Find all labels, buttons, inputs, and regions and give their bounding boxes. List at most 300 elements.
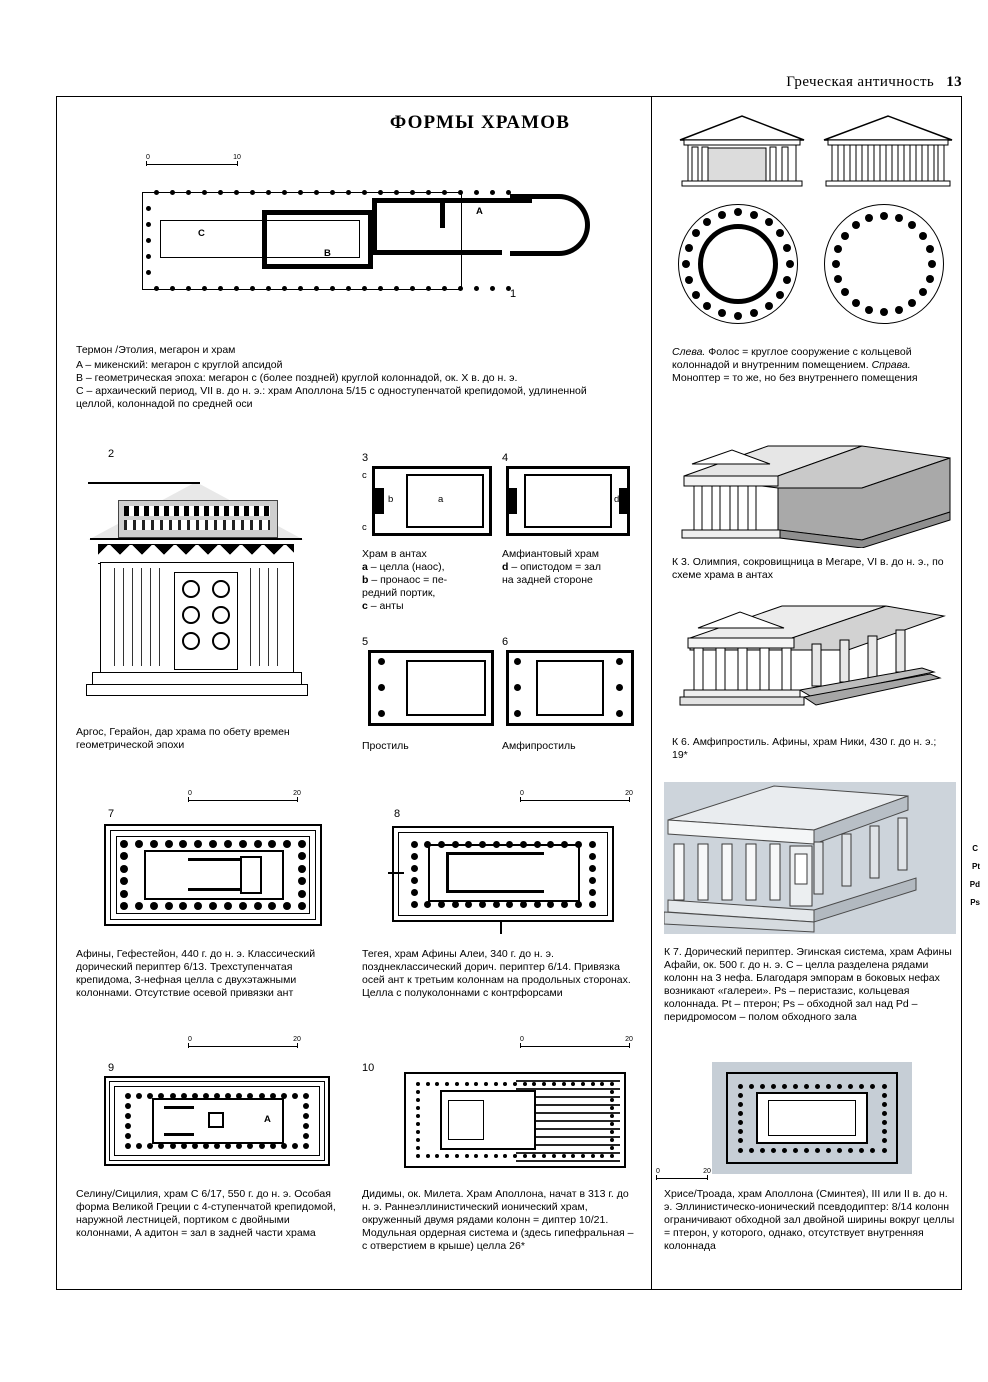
column-dot [474, 286, 479, 291]
column-dot [520, 901, 527, 908]
column-dot [782, 1084, 787, 1089]
column-dot [416, 1082, 420, 1086]
caption-figure-4: Амфиантовый храм d – опистодом = зал на задней стороне [502, 548, 601, 586]
column-dot [882, 1084, 887, 1089]
k7-label-c: C [972, 844, 978, 853]
column-dot [170, 1143, 176, 1149]
figure-8-plan-tegea [388, 820, 622, 928]
column-dot [880, 308, 888, 316]
column-dot [589, 853, 596, 860]
column-dot [493, 841, 500, 848]
column-dot [282, 286, 287, 291]
column-dot [281, 1093, 287, 1099]
column-dot [575, 901, 582, 908]
column-dot [610, 1082, 614, 1086]
column-dot [749, 1084, 754, 1089]
k7-label-pt: Pt [972, 862, 980, 871]
column-dot [738, 1111, 743, 1116]
column-dot [832, 260, 840, 268]
column-dot [458, 286, 463, 291]
column-dot [765, 218, 773, 226]
column-dot [254, 902, 262, 910]
column-dot [562, 1082, 566, 1086]
column-dot [610, 1098, 614, 1102]
column-dot [416, 1098, 420, 1102]
column-dot [186, 286, 191, 291]
column-dot [610, 1130, 614, 1134]
column-dot [534, 841, 541, 848]
column-dot [610, 1114, 614, 1118]
column-dot [882, 1102, 887, 1107]
column-dot [494, 1082, 498, 1086]
column-dot [192, 1093, 198, 1099]
figure-6-plan-amphiprostyle [502, 650, 636, 728]
column-dot [591, 1082, 595, 1086]
column-dot [610, 1138, 614, 1142]
column-dot [859, 1084, 864, 1089]
column-dot [314, 190, 319, 195]
column-dot [589, 889, 596, 896]
column-dot [506, 901, 513, 908]
caption-k3: К 3. Олимпия, сокровищница в Мегаре, VI в. до н. э., по схеме храма в антах [672, 556, 944, 581]
column-dot [926, 275, 934, 283]
column-dot [547, 901, 554, 908]
column-dot [125, 1103, 131, 1109]
column-dot [561, 841, 568, 848]
caption-tholos-monopteros: Слева. Фолос = круглое сооружение с кольцевой колоннадой и внутренним помещением. Справа. Моноптер = то же, но без внутреннего помещения [672, 346, 918, 384]
figure-1-label-c: C [198, 228, 205, 239]
column-dot [908, 299, 916, 307]
column-dot [493, 901, 500, 908]
column-dot [411, 865, 418, 872]
column-dot [120, 902, 128, 910]
column-dot [610, 1106, 614, 1110]
column-dot [589, 901, 596, 908]
column-dot [513, 1082, 517, 1086]
column-dot [165, 840, 173, 848]
column-dot [303, 1093, 309, 1099]
caption-figure-7: Афины, Гефестейон, 440 г. до н. э. Классический дорический периптер 6/13. Трехступенчатая крепидома, 3-нефная целла с двухэтажными колоннами. Отсутствие осевой привязки ант [76, 948, 316, 999]
column-dot [859, 1148, 864, 1153]
column-dot [734, 312, 742, 320]
column-dot [266, 286, 271, 291]
column-dot [298, 865, 306, 873]
column-dot [837, 1148, 842, 1153]
column-dot [426, 190, 431, 195]
column-dot [234, 286, 239, 291]
column-dot [479, 901, 486, 908]
column-dot [416, 1130, 420, 1134]
column-dot [692, 291, 700, 299]
figure-5-plan-prostyle [362, 650, 496, 728]
column-dot [330, 286, 335, 291]
column-dot [682, 260, 690, 268]
column-dot [239, 840, 247, 848]
column-dot [738, 1093, 743, 1098]
caption-k6: К 6. Амфипростиль. Афины, храм Ники, 430 г. до н. э.; 19* [672, 736, 937, 761]
column-dot [760, 1084, 765, 1089]
caption-figure-6: Амфипростиль [502, 740, 576, 752]
column-dot [589, 877, 596, 884]
column-dot [552, 1082, 556, 1086]
column-dot [575, 841, 582, 848]
column-dot [378, 190, 383, 195]
column-dot [270, 1093, 276, 1099]
column-dot [154, 190, 159, 195]
page-number: 13 [946, 74, 962, 90]
column-dot [589, 865, 596, 872]
caption-figure-1: Термон /Этолия, мегарон и храм A – микенский: мегарон с круглой апсидой B – геометрическая эпоха: мегарон с (более поздней) круглой колоннадой, ок. X в. до н. э. C – архаический период, VII в. до н. э.: храм Аполлона 5/15 с одноступенчатой крепидомой, удлиненной целлой, колоннадой по средней оси [76, 344, 587, 410]
column-dot [202, 190, 207, 195]
column-dot [561, 901, 568, 908]
column-dot [239, 902, 247, 910]
column-dot [266, 190, 271, 195]
column-dot [303, 1113, 309, 1119]
column-dot [826, 1084, 831, 1089]
illustration-tholos-plan [676, 202, 808, 326]
column-dot [416, 1114, 420, 1118]
column-dot [234, 190, 239, 195]
column-dot [771, 1084, 776, 1089]
column-dot [203, 1143, 209, 1149]
caption-chryse: Хрисе/Троада, храм Аполлона (Сминтея), III или II в. до н. э. Эллинистическо-ионический псевдодиптер: 8/14 колонн ограничивают обходной зал двойной ширины вокруг целлы = птерон, у которого, однако, отсутствует внутренняя колоннада [664, 1188, 955, 1252]
column-dot [303, 1143, 309, 1149]
column-dot [186, 190, 191, 195]
column-dot [782, 1148, 787, 1153]
column-dot [146, 270, 151, 275]
column-dot [203, 1093, 209, 1099]
column-dot [170, 286, 175, 291]
column-dot [146, 238, 151, 243]
column-dot [181, 1093, 187, 1099]
column-dot [170, 1093, 176, 1099]
column-dot [438, 841, 445, 848]
column-dot [490, 190, 495, 195]
column-dot [738, 1129, 743, 1134]
column-dot [411, 901, 418, 908]
column-dot [455, 1082, 459, 1086]
column-dot [346, 286, 351, 291]
column-dot [474, 190, 479, 195]
column-dot [442, 286, 447, 291]
column-dot [804, 1084, 809, 1089]
column-dot [738, 1138, 743, 1143]
column-dot [749, 1148, 754, 1153]
illustration-k3-treasury-megara [672, 436, 956, 548]
column-dot [303, 1103, 309, 1109]
column-dot [426, 1082, 430, 1086]
illustration-k6-nike-temple [672, 598, 956, 714]
column-dot [465, 1082, 469, 1086]
column-dot [426, 1154, 430, 1158]
scale-bar-last: 0 20 [656, 1172, 708, 1182]
column-dot [298, 190, 303, 195]
column-dot [610, 1122, 614, 1126]
column-dot [506, 841, 513, 848]
column-dot [919, 288, 927, 296]
column-dot [610, 1154, 614, 1158]
column-dot [154, 286, 159, 291]
column-dot [455, 1154, 459, 1158]
column-dot [281, 1143, 287, 1149]
column-dot [882, 1138, 887, 1143]
column-dot [135, 840, 143, 848]
column-dot [214, 1143, 220, 1149]
column-dot [424, 841, 431, 848]
column-dot [513, 1154, 517, 1158]
running-header [56, 74, 962, 91]
column-dot [146, 206, 151, 211]
running-title: Греческая античность [786, 74, 935, 90]
column-dot [426, 286, 431, 291]
column-dot [442, 190, 447, 195]
column-dot [411, 841, 418, 848]
column-dot [292, 1093, 298, 1099]
column-dot [250, 190, 255, 195]
column-dot [523, 1154, 527, 1158]
caption-figure-5: Простиль [362, 740, 409, 752]
figure-4-number: 4 [502, 452, 509, 464]
column-dot [298, 890, 306, 898]
caption-figure-9: Селину/Сицилия, храм C 6/17, 550 г. до н. э. Особая форма Великой Греции с 4-ступенчатой крепидомой, наружной лестницей, портиком с двойными колоннами, A адитон = зал в задней части храма [76, 1188, 336, 1239]
column-dot [610, 1146, 614, 1150]
column-dot [170, 190, 175, 195]
caption-figure-8: Тегея, храм Афины Алеи, 340 г. до н. э. позднеклассический дорич. периптер 6/14. Привязка осей ант к третьим колоннам на продольных сторонах. Целла с полуколоннами с контрфорсами [362, 948, 631, 999]
column-dot [150, 840, 158, 848]
figure-1-plan-thermon [140, 176, 610, 306]
column-dot [125, 1093, 131, 1099]
column-dot [765, 302, 773, 310]
column-dot [865, 306, 873, 314]
column-dot [852, 299, 860, 307]
column-dot [919, 232, 927, 240]
column-dot [581, 1154, 585, 1158]
figure-2-argos-heraion-model [78, 460, 338, 720]
column-dot [259, 1093, 265, 1099]
column-dot [882, 1093, 887, 1098]
column-dot [895, 306, 903, 314]
illustration-monopteros-plan [822, 202, 954, 326]
figure-3-plan-temple-in-antis: c c b a [362, 466, 492, 538]
column-dot [224, 840, 232, 848]
column-dot [292, 1143, 298, 1149]
column-dot [120, 865, 128, 873]
column-dot [520, 841, 527, 848]
column-dot [270, 1143, 276, 1149]
column-dot [150, 902, 158, 910]
column-dot [125, 1143, 131, 1149]
column-dot [411, 889, 418, 896]
column-dot [362, 190, 367, 195]
column-dot [848, 1084, 853, 1089]
illustration-chryse-plan [712, 1062, 912, 1174]
column-dot [410, 286, 415, 291]
column-dot [841, 232, 849, 240]
figure-6-number: 6 [502, 636, 509, 648]
k7-label-ps: Ps [970, 898, 980, 907]
column-dot [218, 286, 223, 291]
column-dot [218, 190, 223, 195]
column-dot [738, 1102, 743, 1107]
column-dot [394, 286, 399, 291]
column-dot [738, 1084, 743, 1089]
column-dot [416, 1146, 420, 1150]
column-dot [298, 902, 306, 910]
figure-1-label-a: A [476, 206, 483, 217]
caption-k7: К 7. Дорический периптер. Эгинская система, храм Афины Афайи, ок. 500 г. до н. э. C – целла разделена рядами колонн на 3 нефа. Благодаря эмпорам в боковых нефах возникают «галереи». Ps – перистазис, кольцевая колоннада. Pt – птерон; Ps – обходной зал над Pd – перидромосом – полом обходного зала [664, 946, 952, 1023]
caption-figure-3: Храм в антах a – целла (наос), b – пронаос = пе- редний портик, c – анты [362, 548, 448, 612]
column-divider [651, 96, 652, 1290]
illustration-tholos-elevation [676, 112, 808, 188]
illustration-k7-aphaia-cutaway [664, 782, 980, 934]
column-dot [254, 840, 262, 848]
column-dot [314, 286, 319, 291]
figure-3-number: 3 [362, 452, 369, 464]
column-dot [135, 902, 143, 910]
column-dot [490, 286, 495, 291]
column-dot [458, 190, 463, 195]
column-dot [738, 1120, 743, 1125]
column-dot [926, 245, 934, 253]
column-dot [786, 260, 794, 268]
figure-9-number: 9 [108, 1062, 115, 1074]
column-dot [452, 841, 459, 848]
column-dot [465, 841, 472, 848]
column-dot [793, 1084, 798, 1089]
figure-7-number: 7 [108, 808, 115, 820]
column-dot [394, 190, 399, 195]
column-dot [120, 890, 128, 898]
column-dot [416, 1122, 420, 1126]
column-dot [125, 1113, 131, 1119]
column-dot [346, 190, 351, 195]
column-dot [465, 901, 472, 908]
figure-1-number: 1 [510, 288, 517, 300]
column-dot [837, 1084, 842, 1089]
column-dot [589, 841, 596, 848]
column-dot [416, 1154, 420, 1158]
column-dot [438, 901, 445, 908]
column-dot [760, 1148, 765, 1153]
column-dot [125, 1123, 131, 1129]
column-dot [547, 841, 554, 848]
column-dot [298, 840, 306, 848]
column-dot [852, 221, 860, 229]
column-dot [250, 286, 255, 291]
column-dot [465, 1154, 469, 1158]
column-dot [882, 1129, 887, 1134]
column-dot [882, 1111, 887, 1116]
column-dot [416, 1106, 420, 1110]
column-dot [750, 211, 758, 219]
column-dot [523, 1082, 527, 1086]
column-dot [880, 212, 888, 220]
column-dot [506, 190, 511, 195]
column-dot [718, 211, 726, 219]
column-dot [214, 1093, 220, 1099]
scale-bar-1: 0 10 [146, 158, 238, 168]
column-dot [734, 208, 742, 216]
column-dot [591, 1154, 595, 1158]
figure-4-plan-amphiantis: d [502, 466, 632, 538]
column-dot [562, 1154, 566, 1158]
column-dot [146, 222, 151, 227]
column-dot [298, 286, 303, 291]
column-dot [882, 1120, 887, 1125]
column-dot [424, 901, 431, 908]
column-dot [209, 840, 217, 848]
column-dot [209, 902, 217, 910]
column-dot [146, 254, 151, 259]
page-title: ФОРМЫ ХРАМОВ [389, 112, 571, 133]
column-dot [165, 902, 173, 910]
column-dot [484, 1154, 488, 1158]
column-dot [282, 190, 287, 195]
figure-7-plan-hephaisteion [104, 824, 326, 928]
column-dot [882, 1148, 887, 1153]
column-dot [771, 1148, 776, 1153]
caption-figure-10: Дидимы, ок. Милета. Храм Аполлона, начат в 313 г. до н. э. Раннеэллинистический ионический храм, окруженный двумя рядами колонн = диптер 10/21. Модульная ордерная система и (здесь гипефральная – с отверстием в крыше) целла 26* [362, 1188, 634, 1252]
column-dot [848, 1148, 853, 1153]
column-dot [685, 244, 693, 252]
column-dot [378, 286, 383, 291]
column-dot [534, 901, 541, 908]
column-dot [552, 1154, 556, 1158]
figure-10-plan-didyma [404, 1072, 630, 1170]
figure-8-number: 8 [394, 808, 401, 820]
figure-10-number: 10 [362, 1062, 375, 1074]
column-dot [804, 1148, 809, 1153]
column-dot [685, 276, 693, 284]
column-dot [411, 853, 418, 860]
column-dot [416, 1090, 420, 1094]
scale-bar-10: 0 20 [520, 1040, 630, 1050]
column-dot [202, 286, 207, 291]
column-dot [494, 1154, 498, 1158]
column-dot [181, 1143, 187, 1149]
column-dot [410, 190, 415, 195]
column-dot [120, 840, 128, 848]
figure-1-label-b: B [324, 248, 331, 259]
column-dot [125, 1133, 131, 1139]
figure-2-number: 2 [108, 448, 115, 460]
column-dot [362, 286, 367, 291]
column-dot [826, 1148, 831, 1153]
caption-figure-2: Аргос, Герайон, дар храма по обету времен геометрической эпохи [76, 726, 290, 751]
column-dot [793, 1148, 798, 1153]
column-dot [224, 902, 232, 910]
column-dot [928, 260, 936, 268]
illustration-monopteros-elevation [822, 112, 954, 188]
column-dot [815, 1148, 820, 1153]
column-dot [259, 1143, 265, 1149]
scale-bar-9: 0 20 [188, 1040, 298, 1050]
scale-bar-8: 0 20 [520, 794, 630, 804]
column-dot [610, 1090, 614, 1094]
column-dot [192, 1143, 198, 1149]
column-dot [738, 1148, 743, 1153]
scale-bar-7: 0 20 [188, 794, 298, 804]
column-dot [303, 1123, 309, 1129]
column-dot [479, 841, 486, 848]
column-dot [303, 1133, 309, 1139]
column-dot [330, 190, 335, 195]
column-dot [452, 901, 459, 908]
column-dot [416, 1138, 420, 1142]
figure-9-plan-selinunte [104, 1076, 334, 1168]
column-dot [776, 291, 784, 299]
column-dot [581, 1082, 585, 1086]
